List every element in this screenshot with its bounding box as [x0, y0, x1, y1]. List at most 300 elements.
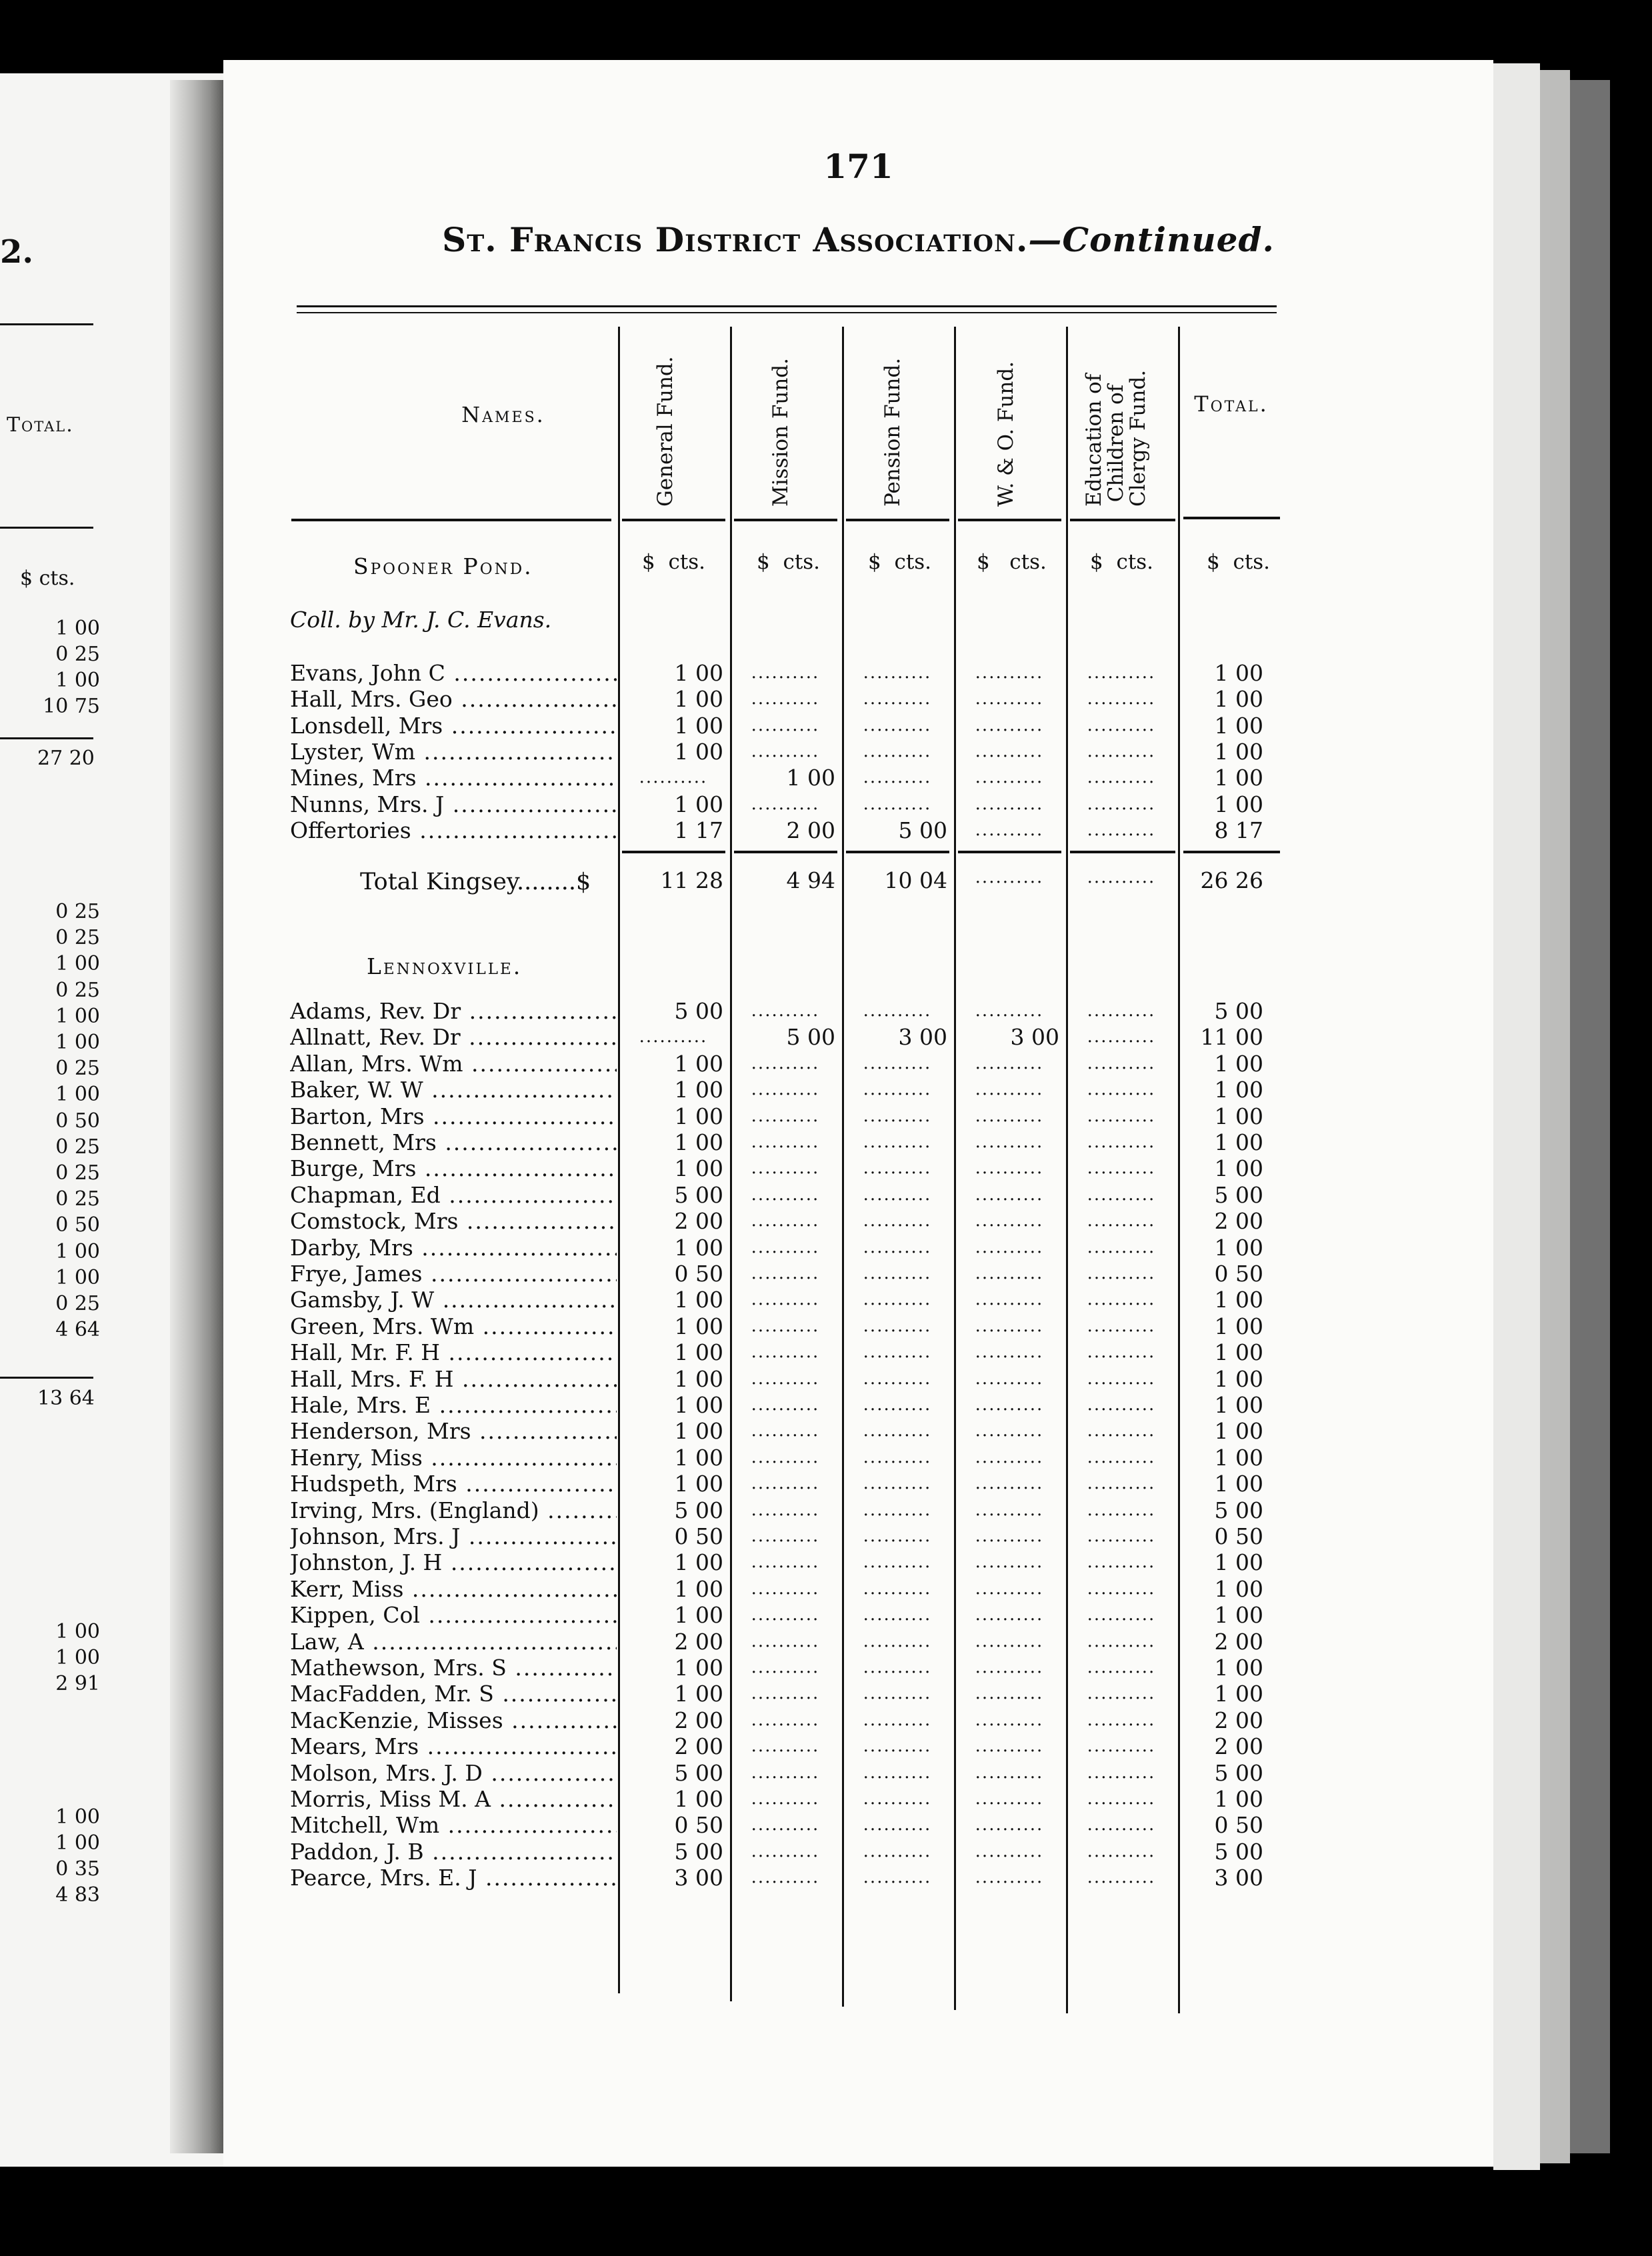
- amount-wo: ..........: [975, 1421, 1044, 1441]
- header-wo-fund: W. & O. Fund.: [994, 361, 1018, 507]
- amount-education: ..........: [1087, 1421, 1156, 1441]
- left-page-units: $ cts.: [20, 567, 75, 590]
- table-row: [223, 1733, 1493, 1759]
- amount-wo: ..........: [975, 741, 1044, 761]
- amount-education: ..........: [1087, 1578, 1156, 1599]
- amount-education: ..........: [1087, 663, 1156, 683]
- amount-wo: ..........: [975, 1447, 1044, 1467]
- table-row: [223, 791, 1493, 817]
- contributor-name: Hudspeth, Mrs .....: [290, 1471, 617, 1497]
- amount-general: 0 50: [674, 1261, 723, 1287]
- left-page-value: 0 25: [55, 900, 100, 923]
- table-row: [223, 686, 1493, 712]
- amount-mission: ..........: [751, 1709, 820, 1730]
- amount-general: 2 00: [674, 1208, 723, 1235]
- amount-total: 1 00: [1214, 1549, 1263, 1576]
- amount-education: ..........: [1087, 1736, 1156, 1757]
- contributor-name: Henderson, Mrs .....: [290, 1418, 617, 1444]
- left-page-value: 1 00: [55, 1831, 100, 1855]
- amount-pension: ..........: [863, 1105, 932, 1126]
- left-page-value: 1 00: [55, 1031, 100, 1054]
- header-general-fund: General Fund.: [653, 356, 677, 507]
- amount-total: 1 00: [1214, 791, 1263, 817]
- header-bottom-rule: [1070, 519, 1175, 521]
- amount-wo: ..........: [975, 1079, 1044, 1100]
- table-row: [223, 1129, 1493, 1155]
- amount-general: 1 00: [674, 1155, 723, 1182]
- header-education-line: Children of: [1104, 384, 1128, 503]
- amount-education: ..........: [1087, 1867, 1156, 1888]
- amount-total: 1 00: [1214, 1313, 1263, 1339]
- amount-pension: ..........: [863, 689, 932, 709]
- amount-pension: ..........: [863, 1578, 932, 1599]
- amount-mission: ..........: [751, 689, 820, 709]
- left-page-value: 0 35: [55, 1857, 100, 1881]
- amount-total: 0 50: [1214, 1523, 1263, 1549]
- amount-education: ..........: [1087, 1709, 1156, 1730]
- table-row: [223, 1287, 1493, 1313]
- amount-pension: ..........: [863, 1079, 932, 1100]
- table-row: [223, 1707, 1493, 1733]
- amount-general: 1 00: [674, 1365, 723, 1392]
- table-row: [223, 739, 1493, 765]
- amount-total: 5 00: [1214, 1497, 1263, 1523]
- page-edge-stack: [1540, 70, 1570, 2163]
- amount-wo: ..........: [975, 1001, 1044, 1021]
- table-row: [223, 1786, 1493, 1812]
- amount-total: 2 00: [1214, 1628, 1263, 1655]
- amount-total: 8 17: [1214, 817, 1263, 843]
- amount-total: 2 00: [1214, 1733, 1263, 1760]
- table-row: [223, 1812, 1493, 1838]
- amount-total: 1 00: [1214, 660, 1263, 686]
- total-kingsey-label: Total Kingsey........$: [360, 869, 591, 895]
- amount-wo: ..........: [975, 819, 1044, 840]
- contributor-name: Green, Mrs. Wm .....: [290, 1313, 617, 1339]
- left-page-group-1-total: 27 20: [37, 747, 95, 770]
- amount-mission: ..........: [751, 1395, 820, 1415]
- contributor-name: Molson, Mrs. J. D .....: [290, 1760, 617, 1786]
- total-kingsey-wo: ..........: [975, 867, 1044, 887]
- amount-education: ..........: [1087, 1447, 1156, 1467]
- amount-total: 1 00: [1214, 1681, 1263, 1707]
- total-rule: [734, 851, 837, 853]
- left-page-value: 4 64: [55, 1318, 100, 1342]
- contributor-name: Kerr, Miss .....: [290, 1576, 617, 1602]
- amount-education: ..........: [1087, 1027, 1156, 1047]
- contributor-name: Burge, Mrs .....: [290, 1155, 617, 1181]
- contributor-name: Offertories .....: [290, 817, 617, 843]
- contributor-name: Lyster, Wm .....: [290, 739, 617, 765]
- amount-general: 5 00: [674, 998, 723, 1024]
- left-page-value: 10 75: [43, 695, 100, 718]
- amount-total: 1 00: [1214, 1444, 1263, 1471]
- table-row: [223, 817, 1493, 843]
- header-education-line: Education of: [1082, 373, 1106, 507]
- left-page-value: 0 25: [55, 1161, 100, 1185]
- amount-education: ..........: [1087, 1237, 1156, 1257]
- amount-education: ..........: [1087, 1762, 1156, 1783]
- table-row: [223, 1077, 1493, 1103]
- amount-total: 0 50: [1214, 1812, 1263, 1839]
- contributor-name: Baker, W. W .....: [290, 1077, 617, 1103]
- amount-pension: ..........: [863, 1709, 932, 1730]
- left-page-rule: [0, 1377, 93, 1379]
- amount-general: 1 00: [674, 660, 723, 686]
- amount-wo: ..........: [975, 1342, 1044, 1363]
- amount-total: 1 00: [1214, 1655, 1263, 1681]
- amount-general: 1 17: [674, 817, 723, 843]
- contributor-name: Pearce, Mrs. E. J .....: [290, 1865, 617, 1891]
- amount-general: 1 00: [674, 791, 723, 817]
- table-row: [223, 998, 1493, 1024]
- amount-wo: ..........: [975, 1736, 1044, 1757]
- amount-pension: ..........: [863, 1605, 932, 1625]
- contributor-name: Mitchell, Wm .....: [290, 1812, 617, 1838]
- amount-total: 3 00: [1214, 1865, 1263, 1891]
- table-row: [223, 1182, 1493, 1208]
- amount-wo: 3 00: [1010, 1024, 1059, 1051]
- amount-pension: ..........: [863, 1841, 932, 1861]
- amount-mission: ..........: [751, 663, 820, 683]
- table-row: [223, 765, 1493, 791]
- contributor-name: Hall, Mrs. F. H .....: [290, 1366, 617, 1392]
- amount-pension: ..........: [863, 1736, 932, 1757]
- left-page-value: 1 00: [55, 1083, 100, 1107]
- amount-mission: ..........: [751, 1158, 820, 1179]
- amount-total: 1 00: [1214, 1050, 1263, 1077]
- amount-pension: ..........: [863, 1053, 932, 1073]
- table-row: [223, 1261, 1493, 1287]
- amount-total: 1 00: [1214, 1234, 1263, 1261]
- contributor-name: Morris, Miss M. A .....: [290, 1786, 617, 1812]
- amount-mission: ..........: [751, 1552, 820, 1573]
- amount-wo: ..........: [975, 1158, 1044, 1179]
- amount-wo: ..........: [975, 1499, 1044, 1520]
- amount-mission: ..........: [751, 1631, 820, 1651]
- table-row: [223, 1629, 1493, 1655]
- left-page-value: 0 25: [55, 978, 100, 1002]
- amount-total: 11 00: [1200, 1024, 1263, 1051]
- collector-note: Coll. by Mr. J. C. Evans.: [290, 607, 552, 633]
- amount-education: ..........: [1087, 1473, 1156, 1494]
- amount-wo: ..........: [975, 1709, 1044, 1730]
- amount-wo: ..........: [975, 1526, 1044, 1546]
- amount-pension: ..........: [863, 1263, 932, 1283]
- amount-education: ..........: [1087, 819, 1156, 840]
- amount-total: 1 00: [1214, 738, 1263, 765]
- left-page-value: 0 25: [55, 1135, 100, 1159]
- amount-general: 1 00: [674, 1234, 723, 1261]
- header-top-rule: [297, 312, 1277, 313]
- contributor-name: Bennett, Mrs .....: [290, 1129, 617, 1155]
- amount-general: 1 00: [674, 1786, 723, 1812]
- table-row: [223, 1602, 1493, 1628]
- amount-general: 1 00: [674, 1077, 723, 1103]
- total-rule: [1070, 851, 1175, 853]
- amount-wo: ..........: [975, 715, 1044, 735]
- amount-mission: 5 00: [786, 1024, 835, 1051]
- header-bottom-rule: [622, 519, 725, 521]
- amount-wo: ..........: [975, 1105, 1044, 1126]
- amount-pension: ..........: [863, 1342, 932, 1363]
- table-row: [223, 1760, 1493, 1786]
- amount-pension: ..........: [863, 1211, 932, 1231]
- total-kingsey-mission: 4 94: [786, 867, 835, 893]
- amount-pension: ..........: [863, 1421, 932, 1441]
- left-page-rule: [0, 737, 93, 739]
- amount-total: 1 00: [1214, 1392, 1263, 1418]
- amount-pension: ..........: [863, 1526, 932, 1546]
- amount-education: ..........: [1087, 1657, 1156, 1677]
- header-bottom-rule: [958, 519, 1061, 521]
- contributor-name: Mines, Mrs .....: [290, 765, 617, 791]
- table-row: [223, 1051, 1493, 1077]
- contributor-name: MacFadden, Mr. S .....: [290, 1681, 617, 1707]
- amount-general: 5 00: [674, 1181, 723, 1208]
- amount-wo: ..........: [975, 1237, 1044, 1257]
- amount-wo: ..........: [975, 767, 1044, 788]
- left-page-value: 1 00: [55, 1805, 100, 1829]
- left-page-value: 1 00: [55, 952, 100, 976]
- amount-general: 1 00: [674, 1471, 723, 1497]
- amount-wo: ..........: [975, 1683, 1044, 1704]
- amount-education: ..........: [1087, 767, 1156, 788]
- table-row: [223, 1523, 1493, 1549]
- amount-total: 1 00: [1214, 1155, 1263, 1182]
- amount-education: ..........: [1087, 1526, 1156, 1546]
- contributor-name: MacKenzie, Misses .....: [290, 1707, 617, 1733]
- table-row: [223, 1471, 1493, 1497]
- left-page-header-fragment: 2.: [0, 233, 34, 271]
- total-kingsey-pension: 10 04: [884, 867, 947, 893]
- amount-general: 1 00: [674, 1681, 723, 1707]
- amount-general: 2 00: [674, 1707, 723, 1733]
- amount-general: 5 00: [674, 1838, 723, 1865]
- amount-total: 1 00: [1214, 1602, 1263, 1629]
- unit-general: $ cts.: [642, 550, 706, 574]
- page-edge-stack: [1493, 63, 1540, 2170]
- amount-total: 5 00: [1214, 1181, 1263, 1208]
- amount-total: 0 50: [1214, 1261, 1263, 1287]
- amount-wo: ..........: [975, 1762, 1044, 1783]
- contributor-name: Frye, James .....: [290, 1261, 617, 1287]
- contributor-name: Comstock, Mrs .....: [290, 1208, 617, 1234]
- amount-total: 1 00: [1214, 765, 1263, 791]
- amount-education: ..........: [1087, 1211, 1156, 1231]
- amount-pension: ..........: [863, 1158, 932, 1179]
- amount-total: 1 00: [1214, 1575, 1263, 1602]
- amount-pension: ..........: [863, 1447, 932, 1467]
- section-heading-spooner-pond: Spooner Pond.: [353, 553, 533, 579]
- amount-mission: ..........: [751, 1578, 820, 1599]
- contributor-name: Mathewson, Mrs. S .....: [290, 1655, 617, 1681]
- unit-mission: $ cts.: [757, 550, 821, 574]
- amount-general: ..........: [639, 767, 708, 788]
- amount-education: ..........: [1087, 1499, 1156, 1520]
- amount-wo: ..........: [975, 1473, 1044, 1494]
- amount-total: 1 00: [1214, 1365, 1263, 1392]
- amount-education: ..........: [1087, 1053, 1156, 1073]
- amount-pension: ..........: [863, 1631, 932, 1651]
- amount-general: 1 00: [674, 1129, 723, 1155]
- amount-mission: ..........: [751, 715, 820, 735]
- amount-pension: ..........: [863, 1289, 932, 1310]
- amount-pension: ..........: [863, 793, 932, 814]
- amount-total: 1 00: [1214, 1103, 1263, 1129]
- amount-education: ..........: [1087, 1552, 1156, 1573]
- total-kingsey-education: ..........: [1087, 867, 1156, 887]
- table-row: [223, 1497, 1493, 1523]
- table-row: [223, 1155, 1493, 1181]
- amount-education: ..........: [1087, 1001, 1156, 1021]
- unit-total: $ cts.: [1207, 550, 1271, 574]
- amount-pension: ..........: [863, 1184, 932, 1205]
- amount-general: 1 00: [674, 712, 723, 739]
- contributor-name: Kippen, Col .....: [290, 1602, 617, 1628]
- amount-general: 0 50: [674, 1812, 723, 1839]
- amount-education: ..........: [1087, 1158, 1156, 1179]
- title-main: St. Francis District Association.: [442, 220, 1029, 259]
- amount-total: 2 00: [1214, 1208, 1263, 1235]
- amount-education: ..........: [1087, 1184, 1156, 1205]
- section-heading-lennoxville: Lennoxville.: [367, 953, 523, 979]
- left-page-value: 0 25: [55, 926, 100, 950]
- amount-total: 1 00: [1214, 1129, 1263, 1155]
- amount-mission: ..........: [751, 1421, 820, 1441]
- header-pension-fund: Pension Fund.: [881, 357, 905, 507]
- amount-education: ..........: [1087, 1789, 1156, 1809]
- amount-pension: 5 00: [898, 817, 947, 843]
- amount-general: 1 00: [674, 1050, 723, 1077]
- amount-mission: ..........: [751, 1184, 820, 1205]
- amount-mission: ..........: [751, 1342, 820, 1363]
- contributor-name: Hall, Mrs. Geo .....: [290, 686, 617, 712]
- amount-general: 3 00: [674, 1865, 723, 1891]
- amount-total: 1 00: [1214, 1418, 1263, 1445]
- amount-pension: ..........: [863, 715, 932, 735]
- amount-mission: ..........: [751, 1762, 820, 1783]
- amount-pension: ..........: [863, 767, 932, 788]
- amount-education: ..........: [1087, 1605, 1156, 1625]
- amount-general: 1 00: [674, 1418, 723, 1445]
- amount-general: 1 00: [674, 1549, 723, 1576]
- amount-education: ..........: [1087, 1132, 1156, 1152]
- amount-total: 1 00: [1214, 1471, 1263, 1497]
- header-total: Total.: [1194, 391, 1269, 417]
- amount-mission: ..........: [751, 1001, 820, 1021]
- amount-wo: ..........: [975, 663, 1044, 683]
- amount-total: 1 00: [1214, 712, 1263, 739]
- amount-education: ..........: [1087, 1079, 1156, 1100]
- amount-mission: ..........: [751, 1105, 820, 1126]
- unit-pension: $ cts.: [868, 550, 932, 574]
- amount-mission: ..........: [751, 1499, 820, 1520]
- amount-pension: 3 00: [898, 1024, 947, 1051]
- amount-mission: ..........: [751, 1079, 820, 1100]
- left-page-value: 2 91: [55, 1672, 100, 1695]
- amount-pension: ..........: [863, 741, 932, 761]
- header-bottom-rule: [291, 519, 611, 521]
- amount-pension: ..........: [863, 663, 932, 683]
- amount-wo: ..........: [975, 1132, 1044, 1152]
- amount-mission: ..........: [751, 1237, 820, 1257]
- amount-total: 5 00: [1214, 1759, 1263, 1786]
- left-page-total-label: Total.: [7, 413, 74, 437]
- amount-pension: ..........: [863, 1552, 932, 1573]
- header-names: Names.: [461, 402, 545, 427]
- amount-wo: ..........: [975, 1053, 1044, 1073]
- amount-mission: ..........: [751, 1526, 820, 1546]
- table-row: [223, 1208, 1493, 1234]
- amount-wo: ..........: [975, 1789, 1044, 1809]
- amount-general: 2 00: [674, 1628, 723, 1655]
- amount-general: 2 00: [674, 1733, 723, 1760]
- total-rule: [846, 851, 949, 853]
- left-page-value: 1 00: [55, 669, 100, 692]
- table-row: [223, 713, 1493, 739]
- left-page-value: 0 25: [55, 1292, 100, 1315]
- main-page: [223, 60, 1493, 2167]
- header-top-rule: [297, 305, 1277, 307]
- amount-mission: 2 00: [786, 817, 835, 843]
- amount-education: ..........: [1087, 1395, 1156, 1415]
- amount-general: 1 00: [674, 1444, 723, 1471]
- amount-wo: ..........: [975, 1184, 1044, 1205]
- amount-mission: ..........: [751, 1263, 820, 1283]
- amount-wo: ..........: [975, 1315, 1044, 1336]
- amount-mission: ..........: [751, 1289, 820, 1310]
- amount-total: 1 00: [1214, 1786, 1263, 1812]
- amount-wo: ..........: [975, 1211, 1044, 1231]
- contributor-name: Henry, Miss .....: [290, 1445, 617, 1471]
- table-row: [223, 1235, 1493, 1261]
- left-page-value: 1 00: [55, 1620, 100, 1643]
- contributor-name: Chapman, Ed .....: [290, 1182, 617, 1208]
- amount-wo: ..........: [975, 1263, 1044, 1283]
- table-row: [223, 1392, 1493, 1418]
- amount-total: 5 00: [1214, 998, 1263, 1024]
- left-page-rule: [0, 323, 93, 325]
- amount-pension: ..........: [863, 1815, 932, 1835]
- amount-general: 1 00: [674, 1392, 723, 1418]
- contributor-name: Johnston, J. H .....: [290, 1549, 617, 1575]
- amount-total: 2 00: [1214, 1707, 1263, 1733]
- amount-education: ..........: [1087, 741, 1156, 761]
- contributor-name: Lonsdell, Mrs .....: [290, 713, 617, 739]
- total-rule: [622, 851, 725, 853]
- contributor-name: Nunns, Mrs. J .....: [290, 791, 617, 817]
- table-row: [223, 660, 1493, 686]
- contributor-name: Irving, Mrs. (England) .....: [290, 1497, 617, 1523]
- left-page-value: 1 00: [55, 1265, 100, 1289]
- contributor-name: Allnatt, Rev. Dr .....: [290, 1024, 617, 1050]
- page-title: [223, 220, 1493, 259]
- unit-wo: $ cts.: [977, 550, 1047, 574]
- header-education-fund: [1082, 369, 1150, 507]
- amount-mission: ..........: [751, 1211, 820, 1231]
- amount-education: ..........: [1087, 1631, 1156, 1651]
- unit-education: $ cts.: [1090, 550, 1154, 574]
- amount-mission: ..........: [751, 1815, 820, 1835]
- table-row: [223, 1366, 1493, 1392]
- amount-pension: ..........: [863, 1499, 932, 1520]
- amount-general: 1 00: [674, 1313, 723, 1339]
- amount-pension: ..........: [863, 1395, 932, 1415]
- amount-mission: ..........: [751, 1473, 820, 1494]
- amount-mission: ..........: [751, 1368, 820, 1389]
- left-page-value: 4 83: [55, 1883, 100, 1907]
